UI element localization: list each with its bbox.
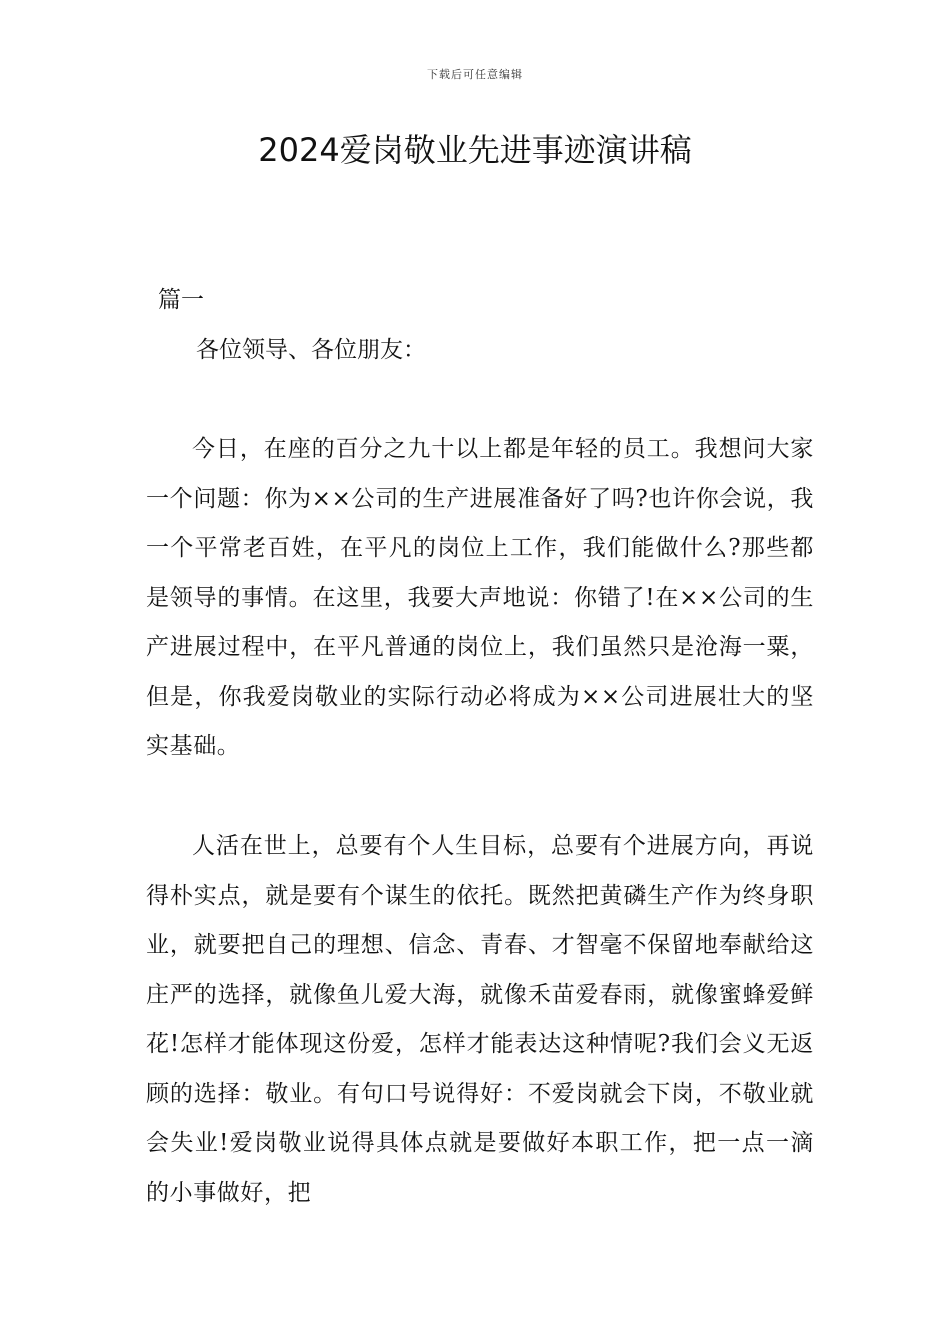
- page-header-note: 下载后可任意编辑: [427, 68, 523, 81]
- document-title: 2024爱岗敬业先进事迹演讲稿: [258, 131, 692, 169]
- body-paragraph-2: 人活在世上，总要有个人生目标，总要有个进展方向，再说得朴实点，就是要有个谋生的依托。既然把黄磷生产作为终身职业，就要把自己的理想、信念、青春、才智毫不保留地奉献给这庄严的选择，就像鱼儿爱大海，就像禾苗爱春雨，就像蜜蜂爱鲜花!怎样才能体现这份爱，怎样才能表达这种情呢?我们会义无返顾的选择：敬业。有句口号说得好：不爱岗就会下岗，不敬业就会失业!爱岗敬业说得具体点就是要做好本职工作，把一点一滴的小事做好，把: [146, 833, 814, 1206]
- section-label: 篇一: [158, 287, 204, 313]
- salutation: 各位领导、各位朋友：: [196, 337, 426, 363]
- body-paragraph-1: 今日，在座的百分之九十以上都是年轻的员工。我想问大家一个问题：你为××公司的生产进展准备好了吗?也许你会说，我一个平常老百姓，在平凡的岗位上工作，我们能做什么?那些都是领导的事情。在这里，我要大声地说：你错了!在××公司的生产进展过程中，在平凡普通的岗位上，我们虽然只是沧海一粟，但是，你我爱岗敬业的实际行动必将成为××公司进展壮大的坚实基础。: [146, 436, 814, 759]
